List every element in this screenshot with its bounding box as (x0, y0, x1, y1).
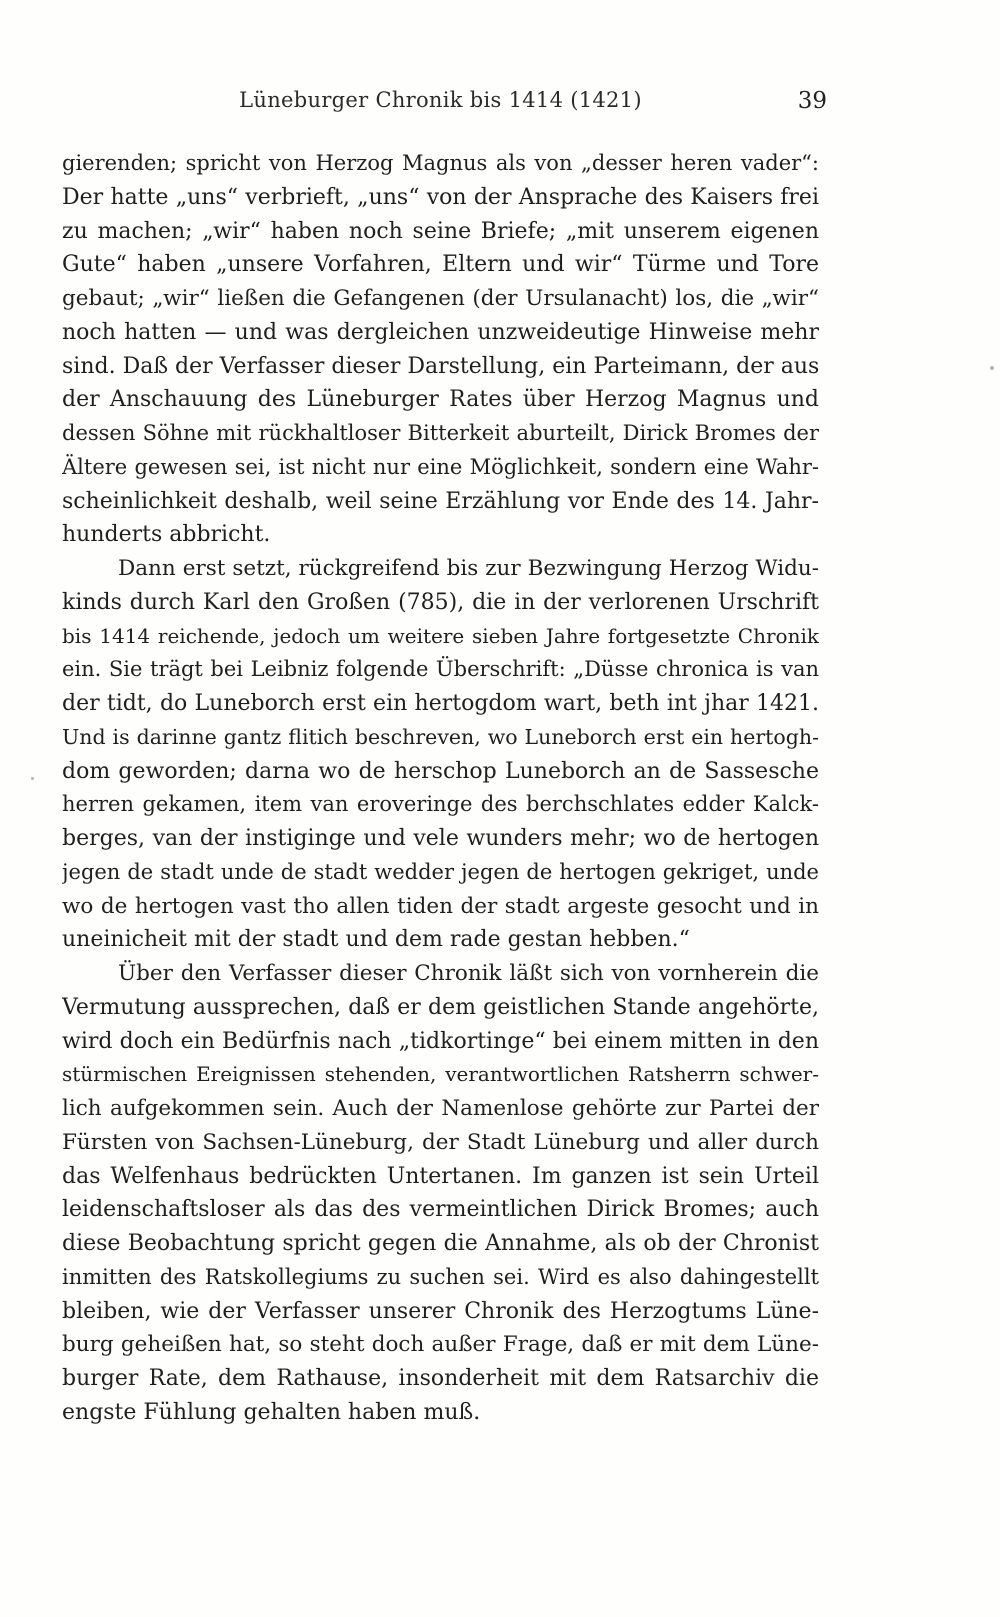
text-line: lich aufgekommen sein. Auch der Namenlose gehörte zur Partei der (62, 1096, 819, 1121)
running-title: Lüneburger Chronik bis 1414 (1421) (239, 88, 642, 112)
paragraph-start-line: Über den Verfasser dieser Chronik läßt sich von vornherein die (118, 961, 819, 986)
text-line: noch hatten — und was dergleichen unzweideutige Hinweise mehr (62, 319, 819, 345)
text-line: burger Rate, dem Rathause, insonderheit mit dem Ratsarchiv die (62, 1366, 819, 1391)
text-line: der Anschauung des Lüneburger Rates über Herzog Magnus und (62, 387, 819, 413)
text-line: jegen de stadt unde de stadt wedder jegen de hertogen gekriget, unde (62, 859, 819, 884)
text-line: Gute“ haben „unsere Vorfahren, Eltern und wir“ Türme und Tore (62, 252, 819, 278)
body-text (62, 147, 819, 1430)
text-line: leidenschaftsloser als das des vermeintlichen Dirick Bromes; auch (62, 1197, 819, 1223)
text-line: ein. Sie trägt bei Leibniz folgende Überschrift: „Düsse chronica is van (62, 657, 819, 682)
text-line: das Welfenhaus bedrückten Untertanen. Im ganzen ist sein Urteil (62, 1163, 819, 1189)
text-line: zu machen; „wir“ haben noch seine Briefe; „mit unserem eigenen (62, 218, 819, 244)
text-line: bis 1414 reichende, jedoch um weitere sieben Jahre fortgesetzte Chronik (62, 623, 819, 648)
text-line: gebaut; „wir“ ließen die Gefangenen (der Ursulanacht) los, die „wir“ (62, 286, 819, 311)
text-line: gierenden; spricht von Herzog Magnus als von „desser heren vader“: (62, 151, 819, 175)
text-line: Der hatte „uns“ verbrieft, „uns“ von der Ansprache des Kaisers frei (62, 184, 819, 210)
text-line: der tidt, do Luneborch erst ein hertogdom wart, beth int jhar 1421. (62, 691, 819, 716)
text-line: scheinlichkeit deshalb, weil seine Erzählung vor Ende des 14. Jahr- (62, 488, 819, 514)
text-line: Ältere gewesen sei, ist nicht nur eine Möglichkeit, sondern eine Wahr- (62, 454, 819, 479)
page-number: 39 (797, 88, 827, 114)
text-line: Vermutung aussprechen, daß er dem geistlichen Stande angehörte, (62, 994, 819, 1020)
text-line: bleiben, wie der Verfasser unserer Chronik des Herzogtums Lüne- (62, 1298, 819, 1324)
paragraph-end-line: hunderts abbricht. (62, 522, 271, 548)
running-head (62, 88, 827, 122)
text-line: dessen Söhne mit rückhaltloser Bitterkeit aburteilt, Dirick Bromes der (62, 421, 819, 445)
text-line: herren gekamen, item van eroveringe des berchschlates edder Kalck- (62, 792, 819, 817)
paragraph-end-line: engste Fühlung gehalten haben muß. (62, 1399, 481, 1425)
text-line: wo de hertogen vast tho allen tiden der stadt argeste gesocht und in (62, 893, 819, 919)
text-line: inmitten des Ratskollegiums zu suchen sei. Wird es also dahingestellt (62, 1264, 819, 1289)
paragraph-start-line: Dann erst setzt, rückgreifend bis zur Bezwingung Herzog Widu- (118, 556, 819, 581)
text-line: diese Beobachtung spricht gegen die Annahme, als ob der Chronist (62, 1231, 819, 1256)
text-line: berges, van der instiginge und vele wunders mehr; wo de hertogen (62, 826, 819, 851)
paper-speck (990, 366, 994, 370)
text-line: Und is darinne gantz flitich beschreven, wo Luneborch erst ein hertogh- (62, 724, 819, 749)
text-line: stürmischen Ereignissen stehenden, verantwortlichen Ratsherrn schwer- (62, 1062, 819, 1087)
text-line: burg geheißen hat, so steht doch außer Frage, daß er mit dem Lüne- (62, 1332, 819, 1358)
paper-speck (31, 777, 34, 780)
text-line: dom geworden; darna wo de herschop Luneborch an de Sassesche (62, 758, 819, 784)
text-line: kinds durch Karl den Großen (785), die in der verlorenen Urschrift (62, 589, 819, 615)
paragraph-end-line: uneinicheit mit der stadt und dem rade gestan hebben.“ (62, 927, 690, 953)
text-line: sind. Daß der Verfasser dieser Darstellung, ein Parteimann, der aus (62, 353, 819, 379)
text-line: wird doch ein Bedürfnis nach „tidkortinge“ bei einem mitten in den (62, 1028, 819, 1054)
text-line: Fürsten von Sachsen-Lüneburg, der Stadt Lüneburg und aller durch (62, 1129, 819, 1155)
